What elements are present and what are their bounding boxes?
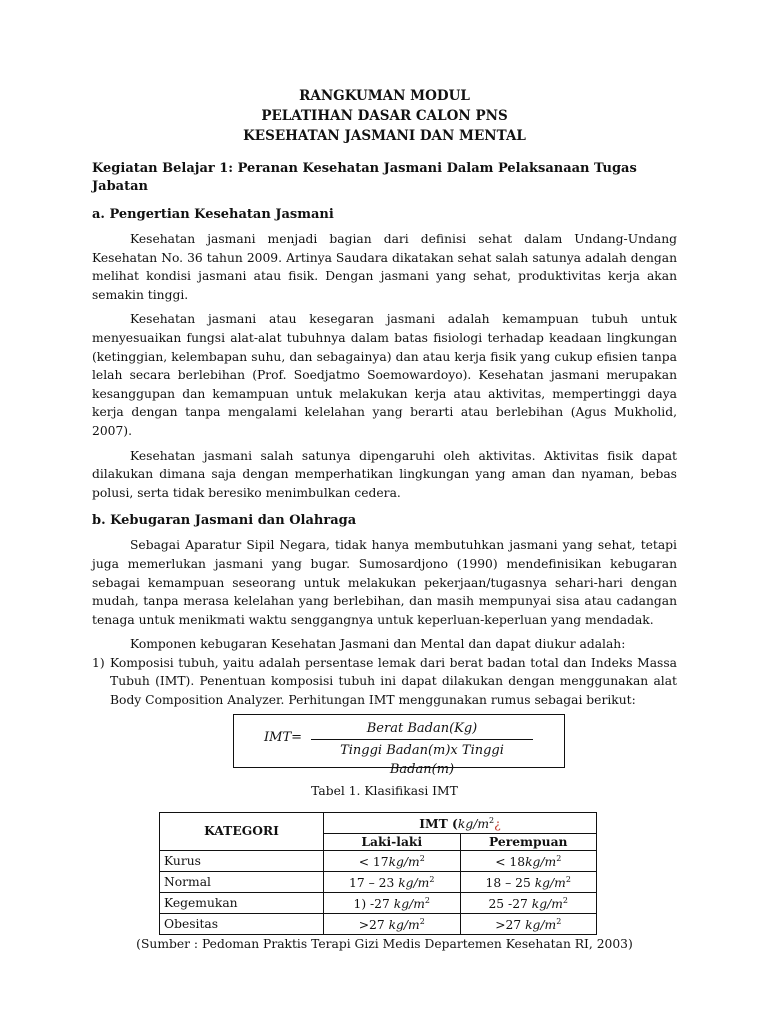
unit-exponent: 2	[419, 917, 425, 927]
header-imt-suffix: ¿	[494, 816, 501, 831]
list-item	[92, 654, 677, 710]
unit-label: kg/m	[534, 876, 566, 891]
cell-kategori	[160, 872, 324, 893]
cell-male-value: 17 – 23	[349, 876, 399, 891]
cell-kategori-value: Obesitas	[164, 916, 219, 931]
cell-male	[324, 872, 461, 893]
cell-male	[324, 851, 461, 872]
unit-exponent: 2	[429, 875, 435, 885]
cell-female-value: >27	[495, 918, 526, 933]
cell-male-value: 1) -27	[353, 897, 394, 912]
title-line-1: RANGKUMAN MODUL	[299, 88, 470, 104]
imt-formula	[233, 714, 565, 777]
table-row	[160, 914, 597, 935]
section-b-paragraph-2: Komponen kebugaran Kesehatan Jasmani dan Mental dan dapat diukur adalah:	[130, 637, 626, 652]
unit-label: kg/m	[388, 855, 420, 870]
unit-label: kg/m	[398, 876, 430, 891]
cell-kategori	[160, 914, 324, 935]
header-imt	[324, 812, 597, 833]
cell-female	[460, 851, 597, 872]
unit-label: kg/m	[525, 855, 557, 870]
cell-male	[324, 893, 461, 914]
unit-exponent: 2	[419, 854, 425, 864]
header-imt-prefix: IMT (	[419, 815, 458, 831]
header-imt-sup: 2	[489, 815, 495, 825]
formula-fraction	[311, 719, 533, 779]
section-a-paragraph-1: Kesehatan jasmani menjadi bagian dari definisi sehat dalam Undang-Undang Kesehatan No. 36 tahun 2009. Artinya Saudara dikatakan sehat salah satunya adalah dengan melihat kondisi jasmani atau fisik. Dengan jasmani yang sehat, produktivitas kerja akan semakin tinggi.	[92, 232, 677, 302]
table-row	[160, 851, 597, 872]
fraction-bar	[311, 739, 533, 740]
imt-table	[159, 812, 597, 935]
cell-female	[460, 893, 597, 914]
cell-female-value: < 18	[495, 855, 526, 870]
cell-kategori-value: Kegemukan	[164, 895, 238, 910]
formula-numerator: Berat Badan(Kg)	[366, 720, 478, 736]
cell-kategori	[160, 851, 324, 872]
section-b-paragraph-1: Sebagai Aparatur Sipil Negara, tidak hanya membutuhkan jasmani yang sehat, tetapi juga memerlukan jasmani yang bugar. Sumosardjono (1990) mendefinisikan kebugaran sebagai kemampuan seseorang untuk melakukan pekerjaan/tugasnya sehari-hari dengan mudah, tanpa merasa kelelahan yang berlebihan, dan masih mempunyai sisa atau cadangan tenaga untuk menikmati waktu senggangnya untuk keperluan-keperluan yang mendadak.	[92, 538, 677, 627]
header-imt-unit: kg/m	[457, 816, 490, 831]
cell-male-value: < 17	[358, 855, 389, 870]
cell-female-value: 18 – 25	[485, 876, 535, 891]
section-b-heading: b. Kebugaran Jasmani dan Olahraga	[92, 513, 357, 529]
table-body	[160, 851, 597, 935]
table-row	[160, 893, 597, 914]
header-male: Laki-laki	[324, 833, 461, 851]
formula-lhs: IMT=	[264, 729, 303, 745]
cell-kategori-value: Normal	[164, 874, 211, 889]
header-kategori: KATEGORI	[160, 812, 324, 851]
list-item-text: Komposisi tubuh, yaitu adalah persentase lemak dari berat badan total dan Indeks Massa Tubuh (IMT). Penentuan komposisi tubuh ini dapat dilakukan dengan menggunakan alat Body Composition Analyzer. Perhitungan IMT menggunakan rumus sebagai berikut:	[110, 655, 677, 708]
cell-male-value: >27	[358, 918, 389, 933]
title-line-3: KESEHATAN JASMANI DAN MENTAL	[243, 128, 526, 144]
cell-kategori-value: Kurus	[164, 853, 201, 868]
kegiatan-heading: Kegiatan Belajar 1: Peranan Kesehatan Jasmani Dalam Pelaksanaan Tugas Jabatan	[92, 161, 637, 194]
cell-kategori	[160, 893, 324, 914]
unit-label: kg/m	[388, 918, 420, 933]
cell-female	[460, 914, 597, 935]
cell-female-value: 25 -27	[488, 897, 532, 912]
list-item-number: 1)	[92, 655, 105, 670]
unit-exponent: 2	[556, 917, 562, 927]
section-a-heading: a. Pengertian Kesehatan Jasmani	[92, 207, 334, 222]
formula-denominator: Tinggi Badan(m)x Tinggi Badan(m)	[340, 742, 504, 777]
header-female: Perempuan	[460, 833, 597, 851]
unit-exponent: 2	[556, 854, 562, 864]
table-source: (Sumber : Pedoman Praktis Terapi Gizi Medis Departemen Kesehatan RI, 2003)	[136, 936, 633, 951]
document-title	[92, 86, 677, 146]
table-header-row	[160, 812, 597, 833]
table-row	[160, 872, 597, 893]
unit-exponent: 2	[565, 875, 571, 885]
section-a-paragraph-3: Kesehatan jasmani salah satunya dipengaruhi oleh aktivitas. Aktivitas fisik dapat dilakukan dimana saja dengan memperhatikan lingkungan yang aman dan nyaman, bebas polusi, serta tidak beresiko menimbulkan cedera.	[92, 448, 677, 500]
unit-label: kg/m	[393, 897, 425, 912]
table-caption: Tabel 1. Klasifikasi IMT	[311, 783, 458, 798]
document-page	[92, 86, 677, 953]
unit-exponent: 2	[562, 896, 568, 906]
title-line-2: PELATIHAN DASAR CALON PNS	[261, 108, 508, 124]
unit-exponent: 2	[424, 896, 430, 906]
section-a-paragraph-2: Kesehatan jasmani atau kesegaran jasmani adalah kemampuan tubuh untuk menyesuaikan fungsi alat-alat tubuhnya dalam batas fisiologi terhadap keadaan lingkungan (ketinggian, kelembapan suhu, dan sebagainya) dan atau kerja fisik yang cukup efisien tanpa lelah secara berlebihan (Prof. Soedjatmo Soemowardoyo). Kesehatan jasmani merupakan kesanggupan dan kemampuan untuk melakukan kerja atau aktivitas, mempertinggi daya kerja dengan tanpa mengalami kelelahan yang berarti atau berlebihan (Agus Mukholid, 2007).	[92, 312, 677, 438]
unit-label: kg/m	[525, 918, 557, 933]
cell-male	[324, 914, 461, 935]
cell-female	[460, 872, 597, 893]
unit-label: kg/m	[531, 897, 563, 912]
